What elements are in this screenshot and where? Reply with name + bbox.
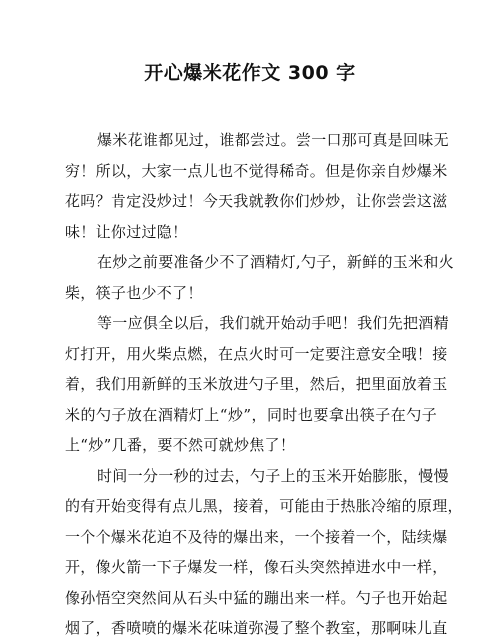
- paragraph-3: [65, 308, 449, 461]
- text-line: 柴，筷子也少不了！: [65, 283, 203, 302]
- text-line: 味！让你过过隐！: [65, 222, 188, 241]
- text-line: 烟了，香喷喷的爆米花味道弥漫了整个教室，那啊味儿直: [65, 619, 448, 637]
- text-line: 爆米花谁都见过，谁都尝过。尝一口那可真是回味无: [97, 131, 449, 149]
- text-line: 时间一分一秒的过去，勺子上的玉米开始膨胀，慢慢: [97, 466, 449, 485]
- paragraph-1: [65, 125, 449, 247]
- text-line: 在炒之前要准备少不了酒精灯,勺子，新鲜的玉米和火: [97, 253, 454, 271]
- paragraph-2: [65, 247, 454, 308]
- text-line: 一个个爆米花迫不及待的爆出来，一个接着一个，陆续爆: [65, 527, 448, 546]
- text-line: 等一应俱全以后，我们就开始动手吧！我们先把酒精: [97, 314, 449, 332]
- text-line: 花吗？肯定没炒过！今天我就教你们炒炒，让你尝尝这滋: [65, 192, 448, 210]
- text-line: 像孙悟空突然间从石头中猛的蹦出来一样。勺子也开始起: [65, 588, 448, 607]
- text-line: 米的勺子放在酒精灯上“炒”，同时也要拿出筷子在勺子: [65, 405, 437, 424]
- text-line: 开，像火箭一下子爆发一样，像石头突然掉进水中一样，: [65, 558, 448, 576]
- document-title: 开心爆米花作文 300 字: [144, 62, 356, 84]
- text-line: 灯打开，用火柴点燃，在点火时可一定要注意安全哦！接: [65, 344, 448, 363]
- text-line: 的有开始变得有点儿黑，接着，可能由于热胀冷缩的原理，: [65, 497, 463, 515]
- paragraph-4: [65, 461, 463, 644]
- text-line: 穷！所以，大家一点儿也不觉得稀奇。但是你亲自炒爆米: [65, 161, 448, 180]
- text-line: 着，我们用新鲜的玉米放进勺子里，然后，把里面放着玉: [65, 375, 448, 393]
- text-line: 上“炒”几番，要不然可就炒焦了！: [65, 436, 296, 454]
